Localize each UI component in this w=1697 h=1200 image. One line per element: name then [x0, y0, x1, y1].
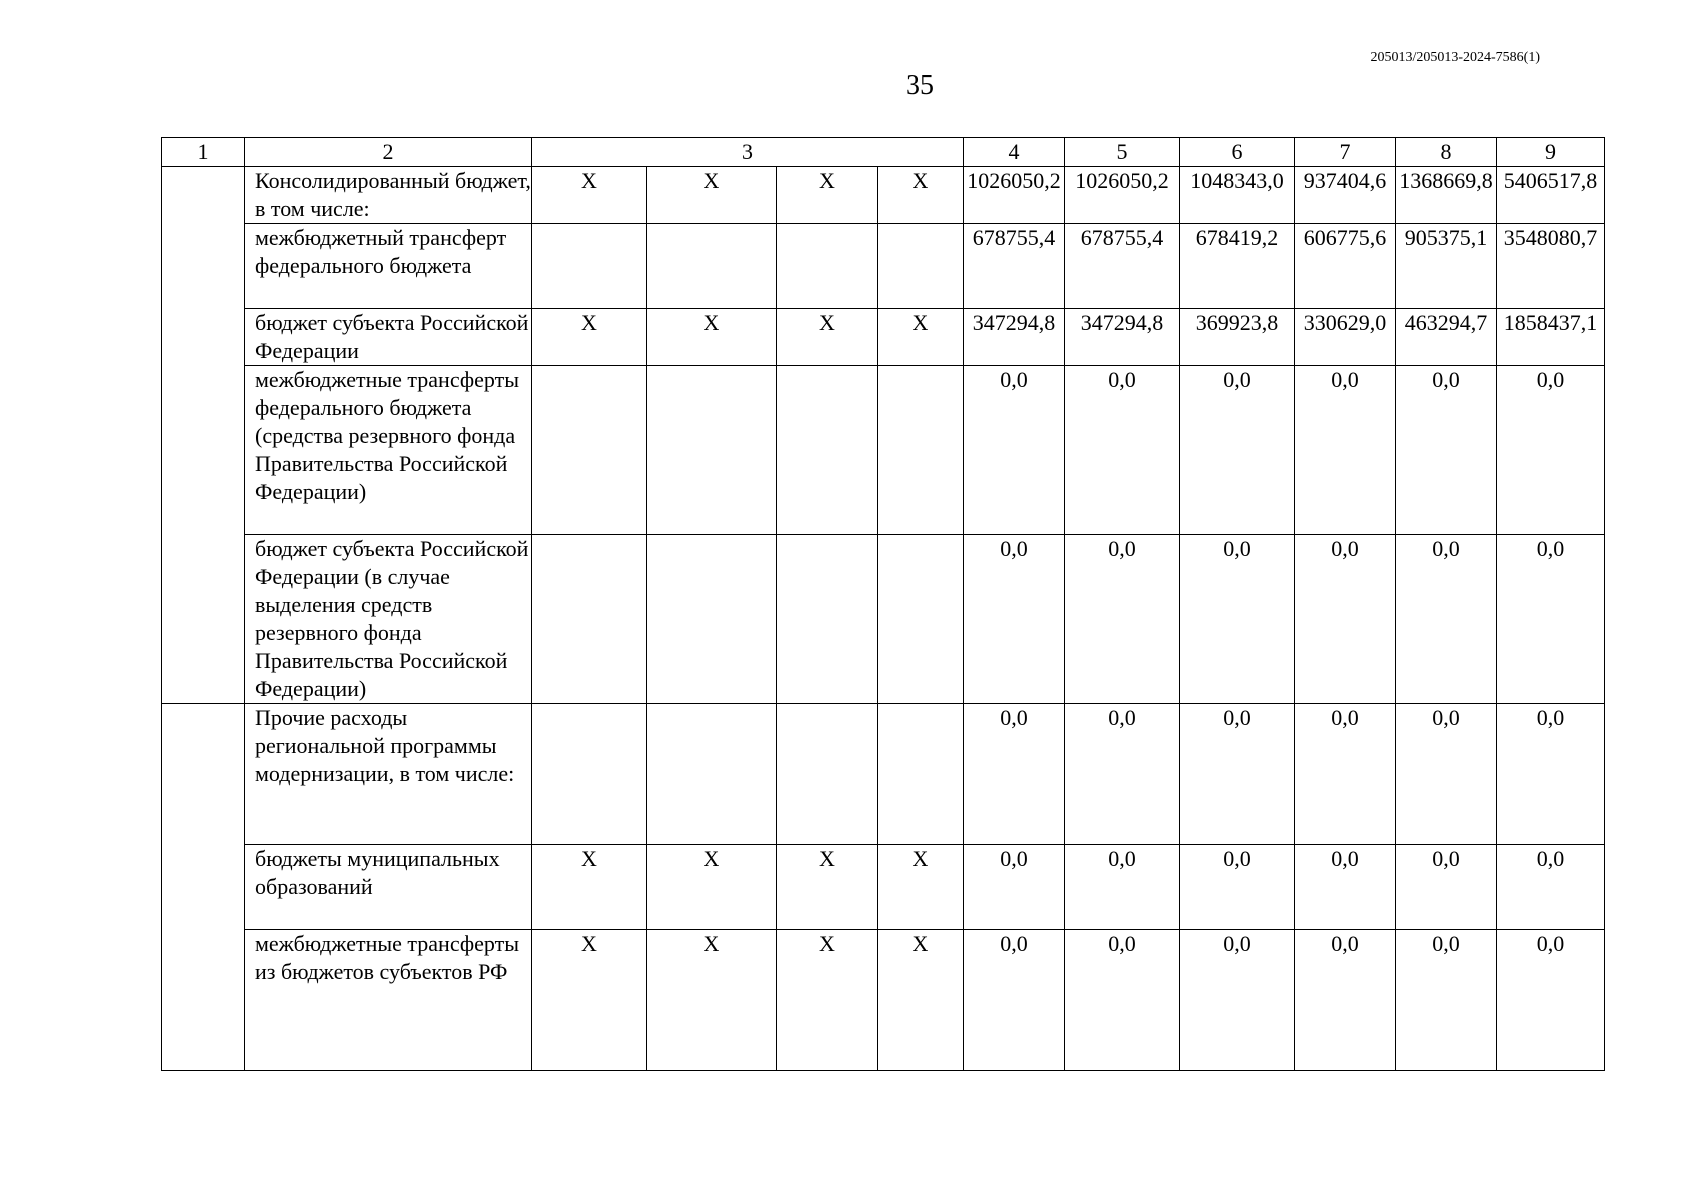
- value-cell: 330629,0: [1295, 309, 1396, 366]
- value-cell: 678755,4: [964, 224, 1065, 309]
- value-cell: 0,0: [1065, 535, 1180, 704]
- x-mark: [878, 224, 964, 309]
- row-label: межбюджетные трансферты федерального бюджета (средства резервного фонда Правительства Российской Федерации): [245, 366, 532, 535]
- value-cell: 0,0: [1497, 930, 1605, 1071]
- table-header-row: [162, 138, 1605, 167]
- x-mark: [532, 366, 647, 535]
- x-mark: X: [532, 167, 647, 224]
- value-cell: 0,0: [1396, 366, 1497, 535]
- x-mark: [777, 366, 878, 535]
- x-mark: X: [532, 309, 647, 366]
- row-number-cell: [162, 704, 245, 1071]
- x-mark: [532, 224, 647, 309]
- value-cell: 0,0: [1180, 845, 1295, 930]
- value-cell: 3548080,7: [1497, 224, 1605, 309]
- row-label: Прочие расходы региональной программы модернизации, в том числе:: [245, 704, 532, 845]
- row-label: бюджет субъекта Российской Федерации (в случае выделения средств резервного фонда Правительства Российской Федерации): [245, 535, 532, 704]
- x-mark: X: [878, 930, 964, 1071]
- header-cell-1: 1: [162, 138, 245, 167]
- header-cell-9: 9: [1497, 138, 1605, 167]
- value-cell: 0,0: [1295, 366, 1396, 535]
- table-row: [162, 309, 1605, 366]
- value-cell: 1368669,8: [1396, 167, 1497, 224]
- value-cell: 369923,8: [1180, 309, 1295, 366]
- value-cell: 0,0: [1497, 704, 1605, 845]
- x-mark: X: [878, 845, 964, 930]
- document-id: 205013/205013-2024-7586(1): [1370, 50, 1540, 65]
- x-mark: X: [647, 309, 777, 366]
- value-cell: 0,0: [964, 845, 1065, 930]
- value-cell: 937404,6: [1295, 167, 1396, 224]
- x-mark: X: [878, 309, 964, 366]
- x-mark: [647, 224, 777, 309]
- header-cell-4: 4: [964, 138, 1065, 167]
- budget-table: [161, 137, 1605, 1071]
- x-mark: [647, 535, 777, 704]
- x-mark: [878, 535, 964, 704]
- value-cell: 0,0: [1497, 845, 1605, 930]
- table-row: [162, 535, 1605, 704]
- row-number-cell: [162, 167, 245, 704]
- header-cell-3: 3: [532, 138, 964, 167]
- x-mark: X: [777, 309, 878, 366]
- table-row: [162, 167, 1605, 224]
- value-cell: 1026050,2: [964, 167, 1065, 224]
- row-label: Консолидированный бюджет, в том числе:: [245, 167, 532, 224]
- header-cell-8: 8: [1396, 138, 1497, 167]
- value-cell: 678755,4: [1065, 224, 1180, 309]
- value-cell: 0,0: [1065, 366, 1180, 535]
- page-number: 35: [906, 70, 934, 101]
- value-cell: 0,0: [1396, 845, 1497, 930]
- x-mark: X: [532, 845, 647, 930]
- value-cell: 5406517,8: [1497, 167, 1605, 224]
- value-cell: 0,0: [964, 930, 1065, 1071]
- row-label: бюджет субъекта Российской Федерации: [245, 309, 532, 366]
- x-mark: [777, 224, 878, 309]
- x-mark: [777, 704, 878, 845]
- value-cell: 0,0: [1396, 704, 1497, 845]
- x-mark: X: [777, 167, 878, 224]
- value-cell: 463294,7: [1396, 309, 1497, 366]
- value-cell: 0,0: [1065, 930, 1180, 1071]
- x-mark: [777, 535, 878, 704]
- value-cell: 0,0: [964, 366, 1065, 535]
- header-cell-7: 7: [1295, 138, 1396, 167]
- value-cell: 0,0: [1180, 704, 1295, 845]
- value-cell: 0,0: [1497, 535, 1605, 704]
- header-cell-5: 5: [1065, 138, 1180, 167]
- row-label: межбюджетный трансферт федерального бюджета: [245, 224, 532, 309]
- value-cell: 0,0: [1396, 535, 1497, 704]
- row-label: бюджеты муниципальных образований: [245, 845, 532, 930]
- table-row: [162, 845, 1605, 930]
- x-mark: X: [878, 167, 964, 224]
- value-cell: 0,0: [1396, 930, 1497, 1071]
- value-cell: 0,0: [1295, 930, 1396, 1071]
- table-row: [162, 366, 1605, 535]
- x-mark: [878, 366, 964, 535]
- value-cell: 678419,2: [1180, 224, 1295, 309]
- table-row: [162, 930, 1605, 1071]
- x-mark: X: [532, 930, 647, 1071]
- value-cell: 1026050,2: [1065, 167, 1180, 224]
- header-cell-2: 2: [245, 138, 532, 167]
- value-cell: 0,0: [1295, 704, 1396, 845]
- value-cell: 1858437,1: [1497, 309, 1605, 366]
- value-cell: 0,0: [1180, 535, 1295, 704]
- table-row: [162, 704, 1605, 845]
- x-mark: [532, 704, 647, 845]
- value-cell: 0,0: [1065, 704, 1180, 845]
- value-cell: 0,0: [1295, 845, 1396, 930]
- x-mark: X: [647, 930, 777, 1071]
- value-cell: 0,0: [1497, 366, 1605, 535]
- x-mark: [647, 704, 777, 845]
- value-cell: 0,0: [1180, 366, 1295, 535]
- value-cell: 0,0: [964, 704, 1065, 845]
- table-row: [162, 224, 1605, 309]
- x-mark: X: [647, 167, 777, 224]
- x-mark: X: [777, 845, 878, 930]
- value-cell: 1048343,0: [1180, 167, 1295, 224]
- x-mark: [532, 535, 647, 704]
- value-cell: 347294,8: [964, 309, 1065, 366]
- value-cell: 0,0: [964, 535, 1065, 704]
- value-cell: 905375,1: [1396, 224, 1497, 309]
- x-mark: [878, 704, 964, 845]
- value-cell: 347294,8: [1065, 309, 1180, 366]
- value-cell: 0,0: [1065, 845, 1180, 930]
- row-label: межбюджетные трансферты из бюджетов субъектов РФ: [245, 930, 532, 1071]
- x-mark: X: [777, 930, 878, 1071]
- value-cell: 0,0: [1295, 535, 1396, 704]
- header-cell-6: 6: [1180, 138, 1295, 167]
- x-mark: [647, 366, 777, 535]
- value-cell: 0,0: [1180, 930, 1295, 1071]
- x-mark: X: [647, 845, 777, 930]
- value-cell: 606775,6: [1295, 224, 1396, 309]
